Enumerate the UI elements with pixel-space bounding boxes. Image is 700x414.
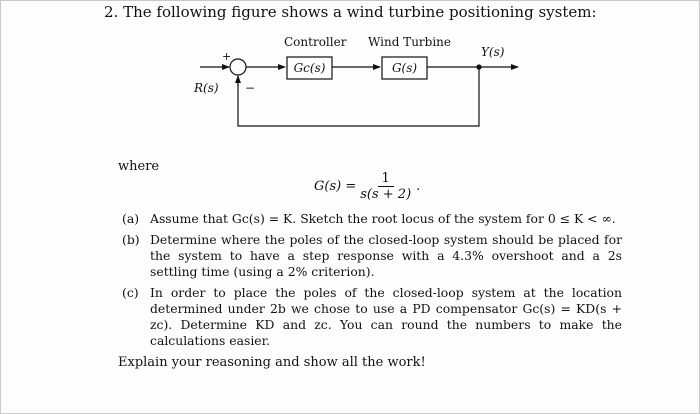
feedback-path [238, 67, 479, 126]
part-text: Determine where the poles of the closed-loop system should be placed for the system to have a step response with a 4.3% overshoot and a 2s settling time (using a 2% criterion). [150, 232, 622, 279]
plant-title: Wind Turbine [368, 35, 452, 49]
minus-sign: − [245, 81, 256, 95]
part-letter: (a) [122, 211, 140, 226]
controller-block-label: Gc(s) [293, 61, 326, 75]
part-text: In order to place the poles of the closed-loop system at the location determined under 2b we chose to use a PD compensator Gc(s) = KD(s + zc). Determine KD and zc. You can round the numbers to make the calculations easier. [150, 285, 622, 348]
part-letter: (b) [122, 232, 140, 247]
equation-denominator: s(s + 2) [360, 187, 412, 202]
transfer-function-equation [314, 171, 420, 202]
equation-numerator: 1 [378, 171, 394, 187]
equation-end: . [416, 178, 421, 194]
output-label: Y(s) [481, 45, 505, 59]
where-label: where [118, 159, 160, 174]
equation-fraction [358, 171, 413, 202]
controller-title: Controller [284, 35, 347, 49]
part-text: Assume that Gc(s) = K. Sketch the root locus of the system for 0 ≤ K < ∞. [150, 211, 616, 226]
closing-instruction: Explain your reasoning and show all the work! [118, 355, 426, 370]
input-label: R(s) [194, 81, 219, 95]
equation-lhs: G(s) = [314, 178, 357, 194]
part-letter: (c) [122, 285, 139, 300]
question-parts [122, 211, 622, 354]
plus-sign: + [222, 50, 232, 63]
question-part-c [122, 285, 622, 349]
question-part-b [122, 232, 622, 280]
question-part-a [122, 211, 622, 227]
plant-block-label: G(s) [391, 61, 418, 75]
summing-junction [230, 59, 246, 75]
problem-heading: 2. The following figure shows a wind turbine positioning system: [104, 3, 597, 21]
